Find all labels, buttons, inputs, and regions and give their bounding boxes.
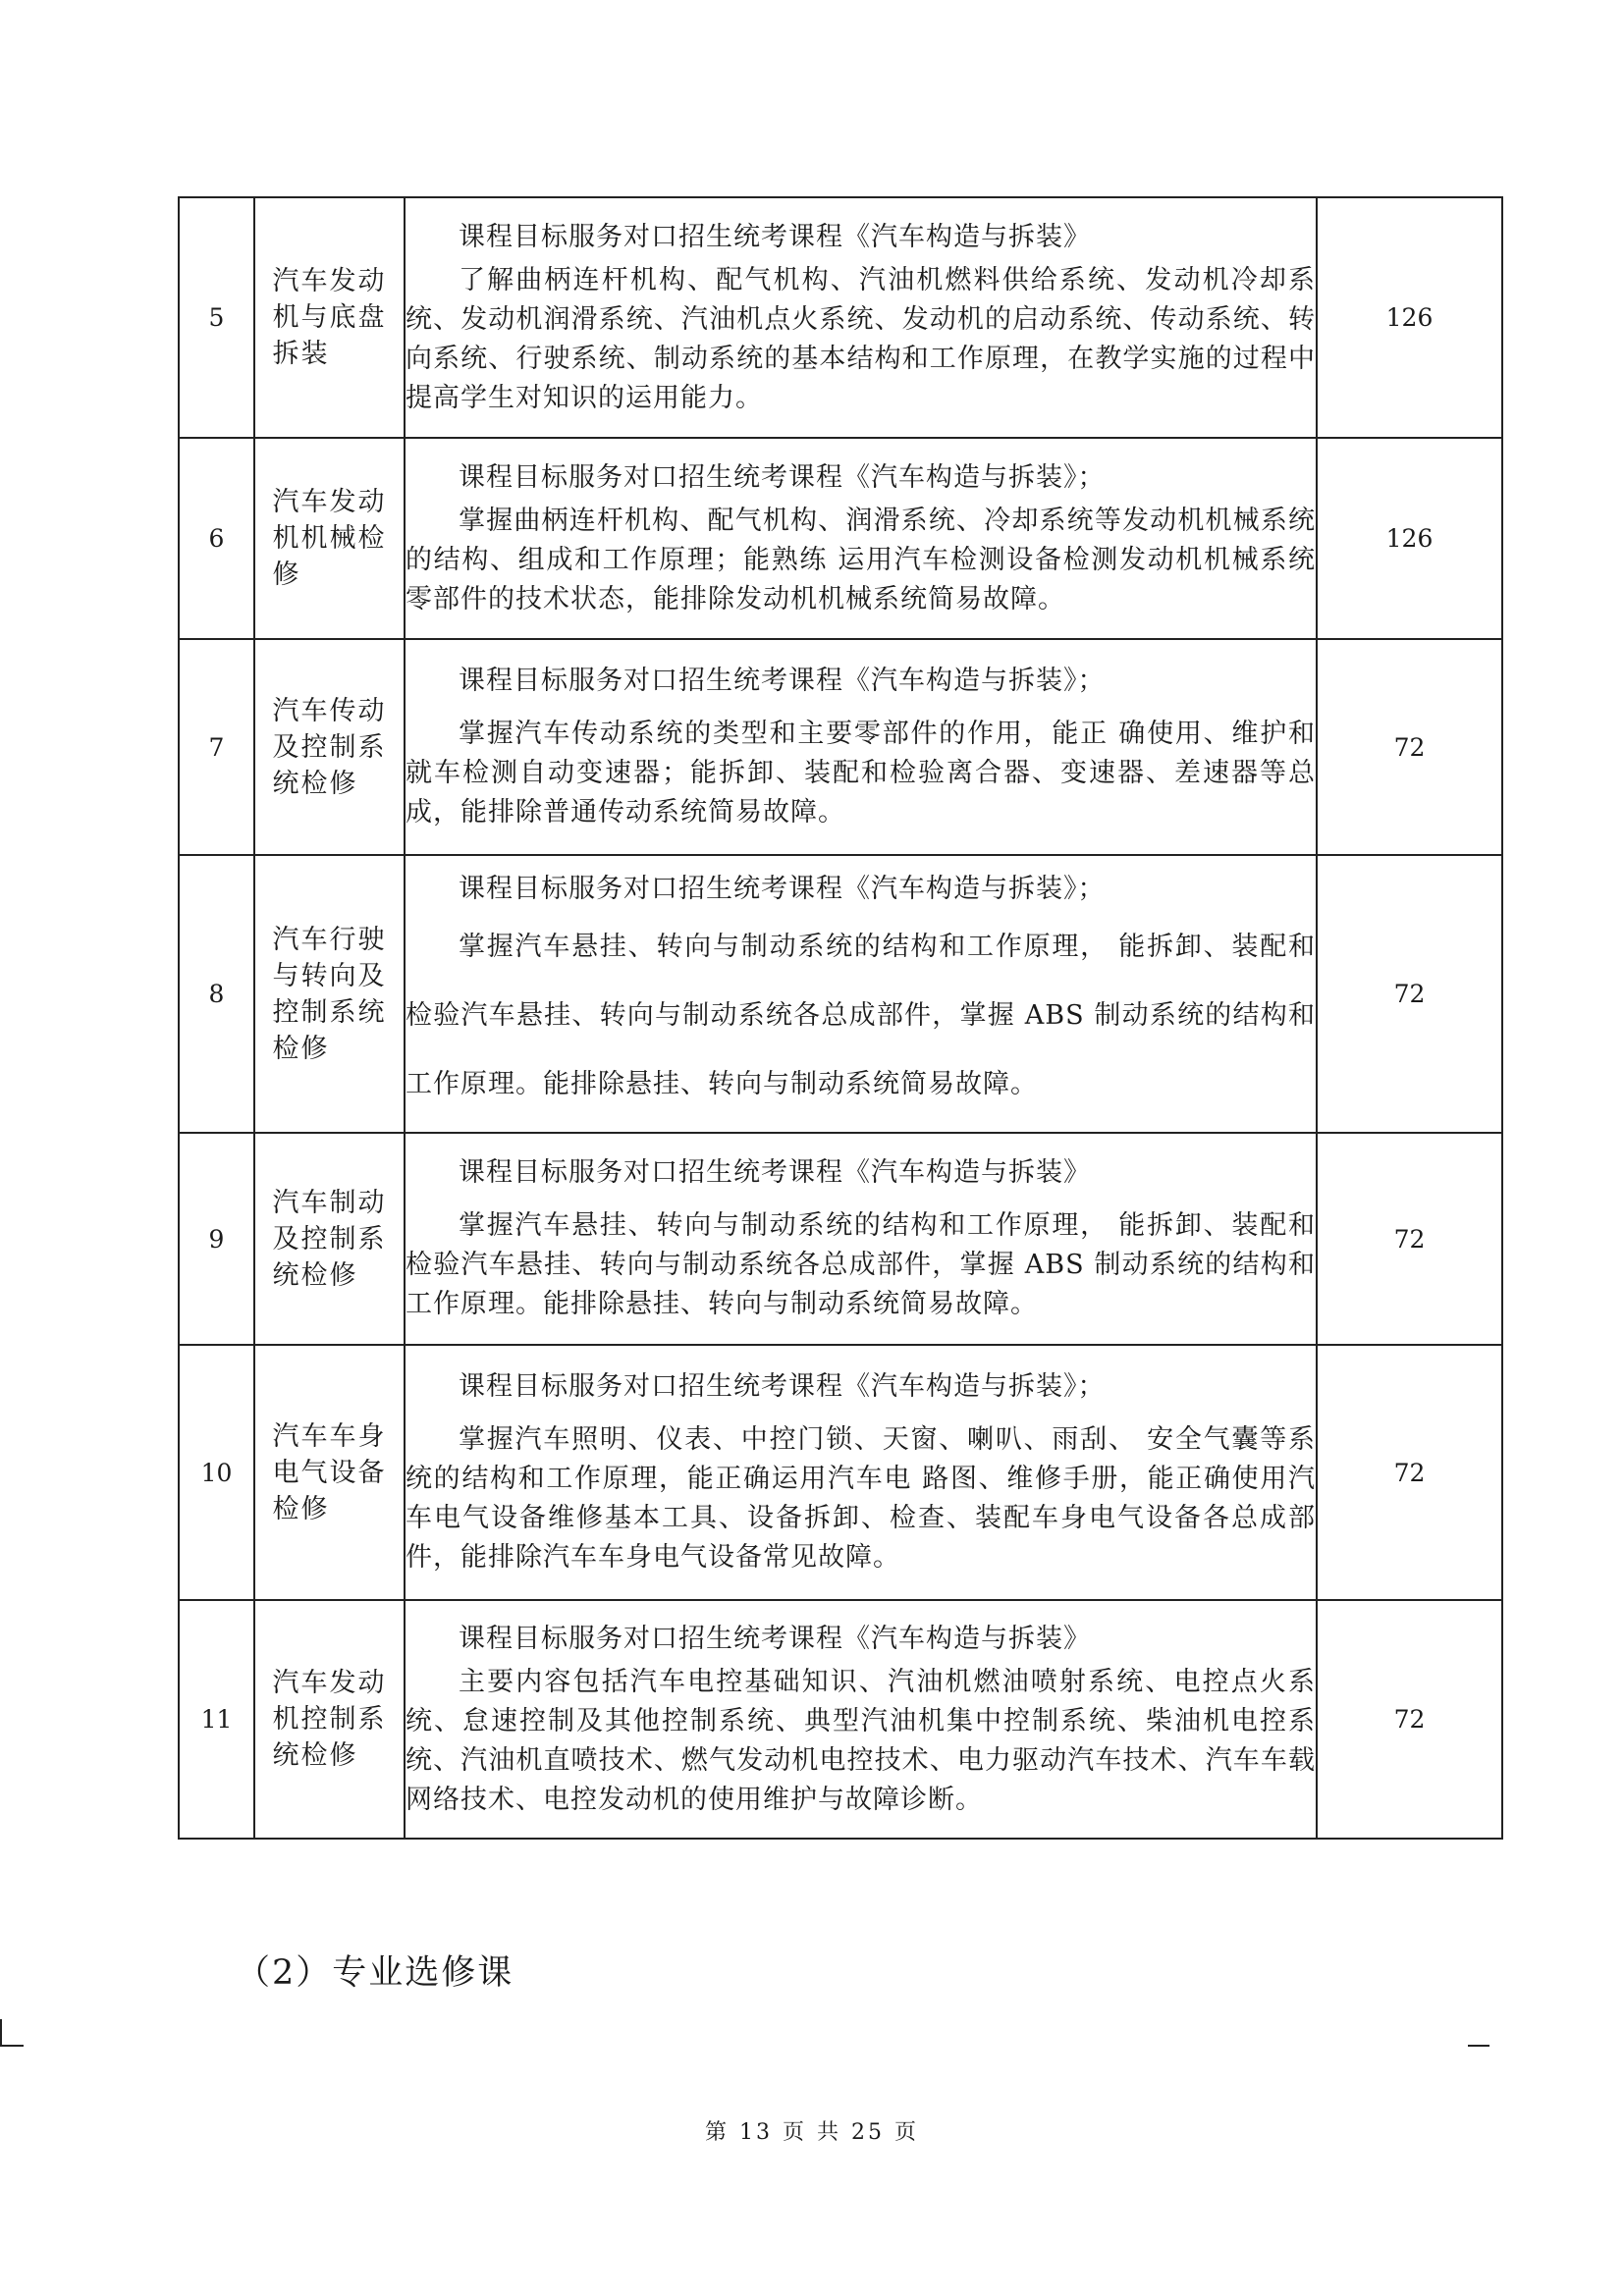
course-content: 掌握曲柄连杆机构、配气机构、润滑系统、冷却系统等发动机机械系统的结构、组成和工作原理；能熟练 运用汽车检测设备检测发动机机械系统零部件的技术状态，能排除发动机机械系统简易故障。 [406,505,1316,614]
table-row [179,197,1502,438]
course-target: 课程目标服务对口招生统考课程《汽车构造与拆装》； [459,461,1106,493]
course-content: 主要内容包括汽车电控基础知识、汽油机燃油喷射系统、电控点火系统、怠速控制及其他控制系统、典型汽油机集中控制系统、柴油机电控系统、汽油机直喷技术、燃气发动机电控技术、电力驱动汽车技术、汽车车载网络技术、电控发动机的使用维护与故障诊断。 [406,1666,1316,1815]
crop-mark-left-horizontal [0,2045,24,2047]
table-row [179,855,1502,1133]
course-name: 汽车制动及控制系统检修 [272,1187,387,1291]
crop-mark-left-vertical [0,2019,2,2047]
course-content: 掌握汽车传动系统的类型和主要零部件的作用，能正 确使用、维护和就车检测自动变速器；能拆卸、装配和检验离合器、变速器、差速器等总成，能排除普通传动系统简易故障。 [406,719,1316,828]
course-content: 了解曲柄连杆机构、配气机构、汽油机燃料供给系统、发动机冷却系统、发动机润滑系统、汽油机点火系统、发动机的启动系统、传动系统、转向系统、行驶系统、制动系统的基本结构和工作原理，在教学实施的过程中提高学生对知识的运用能力。 [406,264,1316,413]
course-name: 汽车发动机与底盘拆装 [272,266,387,369]
course-name: 汽车发动机机械检修 [272,487,387,590]
section-heading: （2）专业选修课 [236,1953,514,1993]
course-target: 课程目标服务对口招生统考课程《汽车构造与拆装》 [459,221,1091,252]
course-hours: 72 [1317,855,1502,1133]
table-row [179,1133,1502,1345]
course-number: 9 [179,1133,254,1345]
crop-mark-right-horizontal [1468,2045,1489,2047]
course-hours: 72 [1317,1600,1502,1839]
table-row [179,1600,1502,1839]
course-name: 汽车传动及控制系统检修 [272,695,387,799]
table-row [179,1345,1502,1600]
course-name: 汽车车身电气设备检修 [272,1420,387,1524]
course-hours: 126 [1317,438,1502,639]
course-content: 掌握汽车悬挂、转向与制动系统的结构和工作原理， 能拆卸、装配和检验汽车悬挂、转向与制动系统各总成部件，掌握 ABS 制动系统的结构和工作原理。能排除悬挂、转向与制动系统简易故障。 [406,931,1316,1099]
course-name: 汽车发动机控制系统检修 [272,1668,387,1771]
course-target: 课程目标服务对口招生统考课程《汽车构造与拆装》； [459,1371,1106,1402]
course-table [178,196,1503,1840]
course-number: 5 [179,197,254,438]
course-hours: 72 [1317,1345,1502,1600]
course-hours: 126 [1317,197,1502,438]
table-row [179,639,1502,855]
course-number: 7 [179,639,254,855]
course-hours: 72 [1317,639,1502,855]
course-content: 掌握汽车照明、仪表、中控门锁、天窗、喇叭、雨刮、 安全气囊等系统的结构和工作原理，能正确运用汽车电 路图、维修手册，能正确使用汽车电气设备维修基本工具、设备拆卸、检查、装配车身电气设备各总成部件，能排除汽车车身电气设备常见故障。 [406,1424,1316,1573]
course-hours: 72 [1317,1133,1502,1345]
course-target: 课程目标服务对口招生统考课程《汽车构造与拆装》 [459,1623,1091,1654]
table-row [179,438,1502,639]
course-number: 8 [179,855,254,1133]
course-target: 课程目标服务对口招生统考课程《汽车构造与拆装》 [459,1157,1091,1188]
course-number: 10 [179,1345,254,1600]
course-name: 汽车行驶与转向及控制系统检修 [272,924,387,1064]
course-target: 课程目标服务对口招生统考课程《汽车构造与拆装》； [459,873,1106,904]
course-content: 掌握汽车悬挂、转向与制动系统的结构和工作原理， 能拆卸、装配和检验汽车悬挂、转向与制动系统各总成部件，掌握 ABS 制动系统的结构和工作原理。能排除悬挂、转向与制动系统简易故障。 [406,1210,1316,1319]
page-number-footer: 第 13 页 共 25 页 [705,2120,919,2145]
course-target: 课程目标服务对口招生统考课程《汽车构造与拆装》； [459,666,1106,696]
course-number: 11 [179,1600,254,1839]
course-number: 6 [179,438,254,639]
